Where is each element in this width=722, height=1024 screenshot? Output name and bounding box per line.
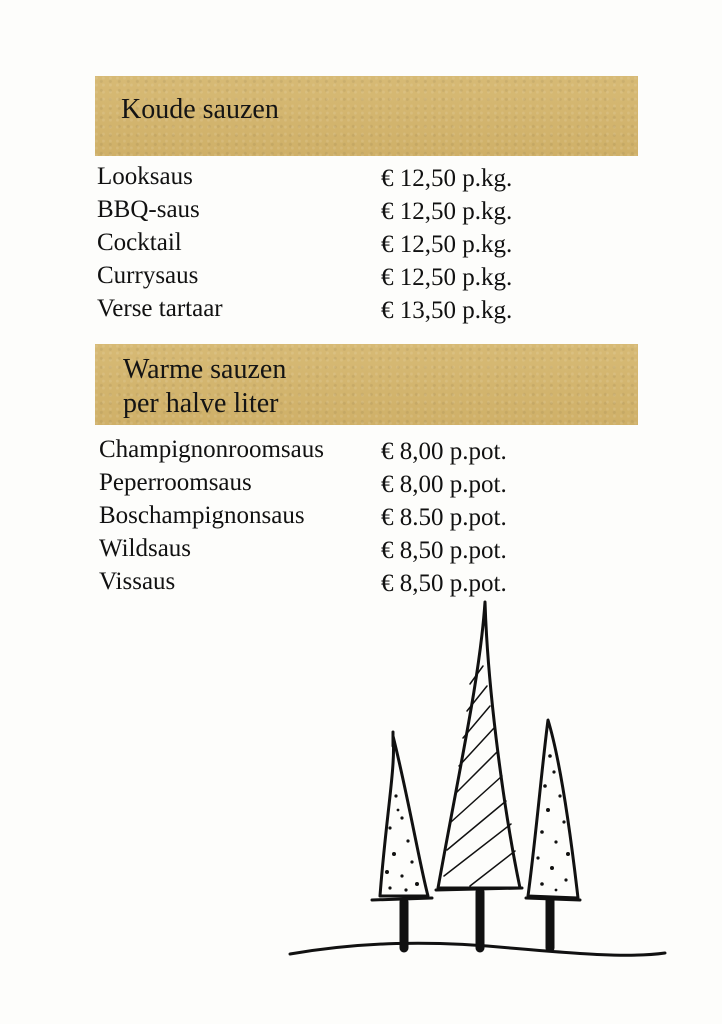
list-item [97, 259, 557, 292]
warm-sauces-title: Warme sauzen [123, 354, 287, 385]
christmas-trees-icon [280, 596, 680, 976]
item-price: € 8.50 p.pot. [381, 504, 507, 531]
item-name: Wildsaus [99, 535, 192, 562]
item-price: € 12,50 p.kg. [381, 231, 513, 258]
list-item [97, 193, 557, 226]
cold-sauces-list [97, 160, 557, 325]
item-name: Looksaus [97, 163, 193, 190]
list-item [99, 532, 559, 565]
item-price: € 12,50 p.kg. [381, 264, 513, 291]
cold-sauces-title: Koude sauzen [121, 94, 279, 125]
item-price: € 8,00 p.pot. [381, 471, 507, 498]
list-item [99, 466, 559, 499]
item-price: € 12,50 p.kg. [381, 198, 513, 225]
item-name: Champignonroomsaus [99, 436, 324, 463]
item-name: BBQ-saus [97, 196, 200, 223]
item-name: Currysaus [97, 262, 199, 289]
list-item [97, 292, 557, 325]
warm-sauces-subtitle: per halve liter [123, 388, 279, 419]
list-item [97, 226, 557, 259]
item-name: Verse tartaar [97, 295, 223, 322]
right-tree-crown [528, 720, 578, 898]
item-price: € 8,00 p.pot. [381, 438, 507, 465]
warm-sauces-list [99, 433, 559, 598]
item-price: € 8,50 p.pot. [381, 570, 507, 597]
list-item [99, 565, 559, 598]
cold-sauces-banner [95, 76, 638, 156]
item-name: Boschampignonsaus [99, 502, 305, 529]
list-item [97, 160, 557, 193]
item-name: Peperroomsaus [99, 469, 252, 496]
item-name: Vissaus [99, 568, 176, 595]
item-name: Cocktail [97, 229, 182, 256]
item-price: € 12,50 p.kg. [381, 165, 513, 192]
item-price: € 8,50 p.pot. [381, 537, 507, 564]
list-item [99, 433, 559, 466]
list-item [99, 499, 559, 532]
warm-sauces-banner [95, 344, 638, 425]
item-price: € 13,50 p.kg. [381, 297, 513, 324]
